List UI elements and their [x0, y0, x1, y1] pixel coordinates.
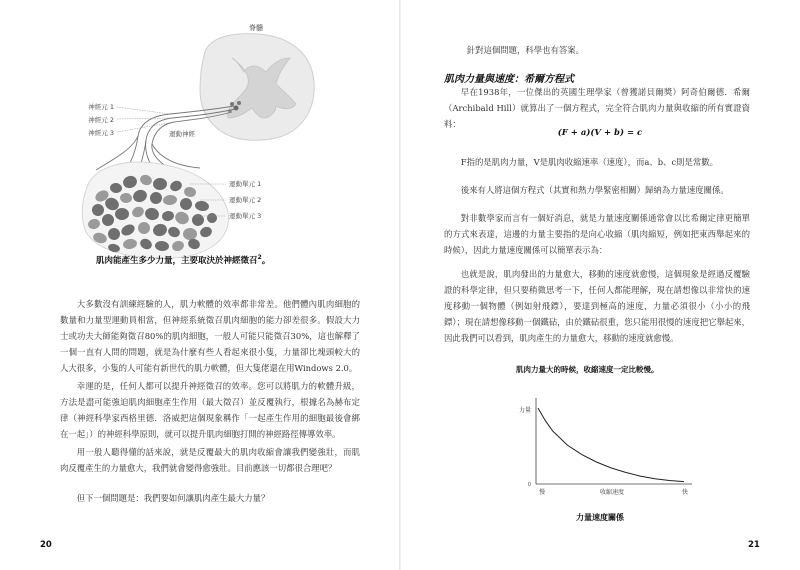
right-page — [400, 0, 800, 570]
chart-title: 肌肉力量大的時候，收縮速度一定比較慢。 — [516, 365, 659, 374]
muscle-cell — [183, 228, 197, 240]
page-number-right: 21 — [748, 540, 760, 550]
motor-nerve-label: 運動神經 — [169, 130, 195, 138]
figure-caption-text: 肌肉能產生多少力量，主要取決於神經徵召 — [96, 256, 258, 266]
section-heading: 肌肉力量與速度：希爾方程式 — [444, 74, 574, 85]
figure-caption-end: 。 — [261, 256, 271, 266]
motor-unit-2-label: 運動單元 2 — [229, 196, 262, 204]
x-tick-slow: 慢 — [538, 489, 546, 496]
chart-axes — [536, 398, 692, 484]
right-paragraph-2: F指的是肌肉力量，V是肌肉收縮速率（速度），而a、b、c則是常數。 — [460, 157, 719, 167]
chart-caption: 力量速度關係 — [576, 513, 624, 522]
left-paragraph-1: 大多數沒有訓練經驗的人，肌力軟體的效率都非常差。他們體內肌肉細胞的數量和力量型運動員相當，但神經系統徵召肌肉細胞的能力卻差很多。假設大力士或功夫大師能夠徵召80%的肌肉細胞，一般人可能只能徵召30%，這也解釋了一個一直有人問的問題，就是為什麼有些人看起來很小隻，力量卻比塊頭較大的人大很多，小隻的人可能有新世代的肌力軟體，但大隻佬還在用Windows 2.0。 — [60, 299, 360, 373]
left-paragraph-2: 幸運的是，任何人都可以提升神經徵召的效率。您可以將肌力的軟體升級，方法是盡可能強迫肌肉細胞產生作用（最大徵召）並反覆執行，根據名為赫布定律（神經科學家西格里德．洛威把這個現象稱作「一起產生作用的細胞最後會綁在一起」）的神經科學原則，就可以提升肌肉細胞打開的神經路徑傳導效率。 — [60, 381, 360, 439]
motor-unit-1-label: 運動單元 1 — [229, 180, 262, 188]
right-paragraph-3: 後來有人將這個方程式（其實和熱力學緊密相關）歸納為力量速度關係。 — [460, 185, 729, 195]
page-number-left: 20 — [40, 540, 52, 550]
left-paragraph-3: 用一般人聽得懂的話來說，就是反覆最大的肌肉收縮會讓我們變強壯，而肌肉反覆產生的力量愈大，我們就會變得愈強壯。目前應該一切都很合理吧？ — [60, 447, 360, 473]
neuron-3-label: 神經元 3 — [88, 129, 114, 137]
figure-caption — [96, 254, 270, 266]
neuron-1-label: 神經元 1 — [88, 103, 114, 111]
spinal-cord-label: 脊髓 — [249, 24, 263, 32]
footnote-marker: 2 — [257, 254, 262, 262]
x-tick-fast: 快 — [681, 489, 689, 496]
left-paragraph-4: 但下一個問題是：我們要如何讓肌肉產生最大力量？ — [76, 493, 270, 503]
right-paragraph-5: 也就是說，肌肉發出的力量愈大，移動的速度就愈慢，這個現象是經過反覆驗證的科學定律，但只要稍微思考一下，任何人都能理解，現在請想像以非常快的速度移動一個物體（例如射飛鏢），要達到極高的速度，力量必須很小（小小的飛鏢）；現在請想像移動一個鐵砧，由於鐵砧很重，您只能用很慢的速度把它舉起來，因此我們可以看到，肌肉產生的力量愈大，移動的速度就愈慢。 — [444, 269, 750, 343]
force-velocity-chart — [400, 380, 800, 510]
right-paragraph-4: 對非數學家而言有一個好消息，就是力量速度關係通常會以比希爾定律更簡單的方式來表達，這邊的力量主要指的是向心收縮（肌肉縮短，例如把東西舉起來的時候），因此力量速度關係可以簡單表示為： — [444, 213, 750, 255]
motor-unit-3-label: 運動單元 3 — [229, 212, 262, 220]
y-axis-label: 力量 — [518, 407, 531, 414]
right-intro: 針對這個問題，科學也有答案。 — [466, 45, 585, 55]
x-axis-label: 收縮速度 — [599, 489, 625, 496]
right-paragraph-1: 早在1938年，一位傑出的英國生理學家（曾獲諾貝爾獎）阿奇伯爾德．希爾（Archibald Hill）就算出了一個方程式，完全符合肌肉力量與收縮的所有實證資料： — [444, 87, 750, 129]
spinal-cord — [200, 34, 314, 141]
origin-label: 0 — [527, 482, 531, 488]
neuron-2-label: 神經元 2 — [88, 116, 114, 124]
hill-equation: (F + a)(V + b) = c — [557, 128, 643, 138]
chart-series — [538, 408, 684, 482]
force-velocity-curve — [538, 408, 684, 482]
neuromuscular-figure — [0, 0, 400, 260]
